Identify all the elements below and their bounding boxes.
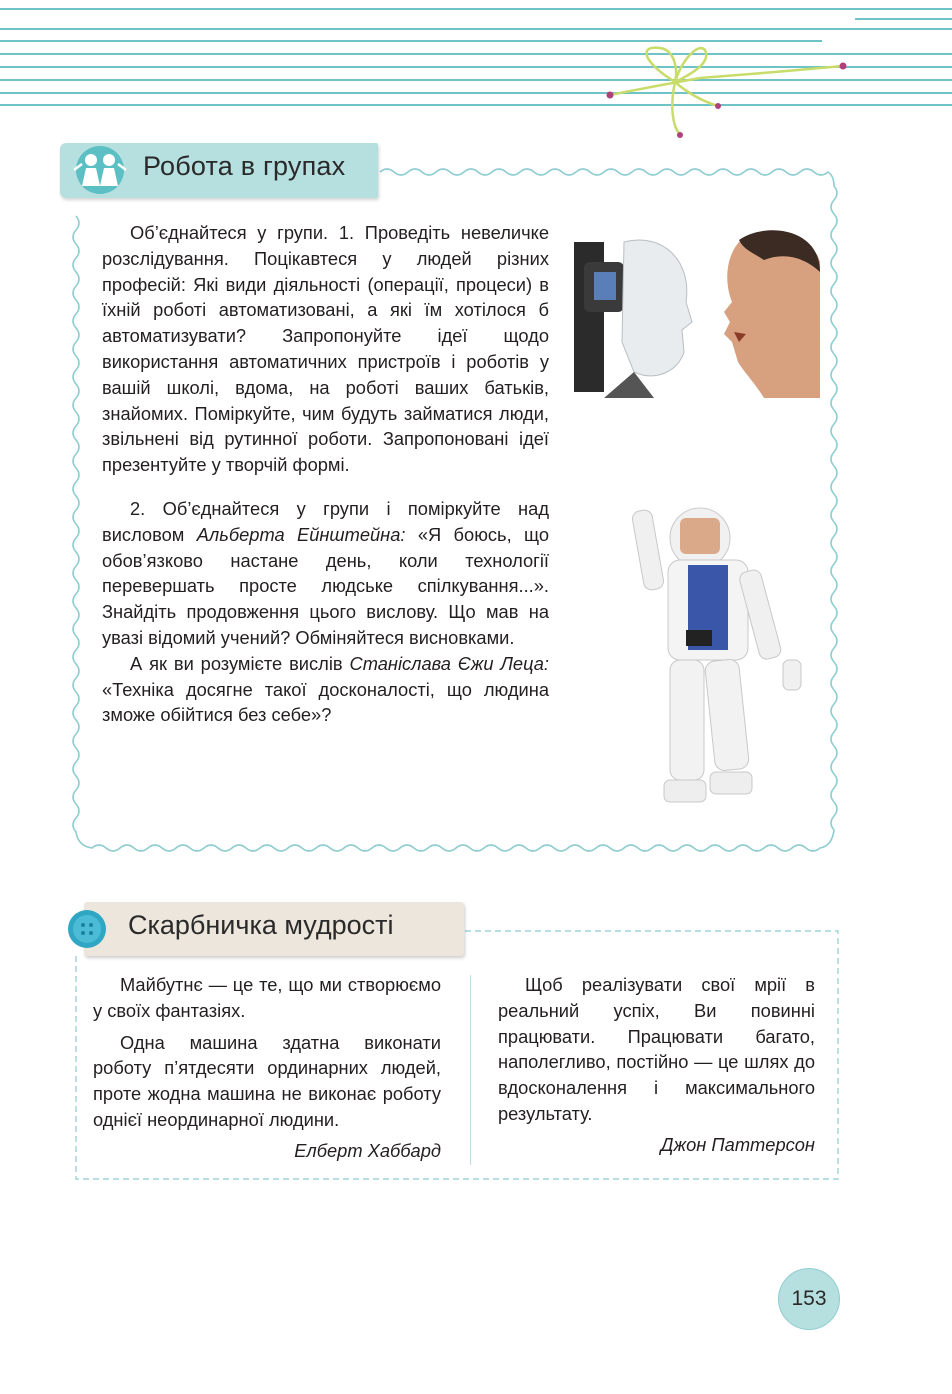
einstein-name: Альберта Ейнштейна: [196, 523, 406, 545]
task1-text [102, 220, 549, 478]
ribbon-bow-decoration [600, 40, 860, 150]
task3-text-a: А як ви розумієте вислів [130, 652, 350, 674]
page-number: 153 [778, 1268, 840, 1330]
task2-paragraph [102, 496, 549, 651]
task3-text-b: «Техніка досягне такої досконалості, що людина зможе обійтися без себе»? [102, 678, 549, 726]
quote-left-p1: Майбутнє — це те, що ми створюємо у своїх фантазіях. [93, 974, 441, 1021]
quote-left [93, 972, 441, 1133]
robot-einstein-photo [598, 490, 810, 815]
task2-text [102, 496, 549, 728]
button-coin-icon [66, 908, 108, 950]
task2-text-b: «Я боюсь, що обов’язково настане день, коли технології перевершать просте людське спілкування...». Знайдіть продовження цього вислову. Що мав на увазі відомий учений? Обміняйтеся висновками. [102, 523, 550, 648]
robot-and-man-photo [574, 222, 820, 398]
quote-left-author: Елберт Хаббард [294, 1140, 441, 1161]
quote-right-p1: Щоб реалізувати свої мрії в реальний успіх, Ви повинні працювати. Працювати багато, наполегливо, постійно — це шлях до вдосконалення і максимального результату. [498, 974, 815, 1124]
quote-left-p2: Одна машина здатна виконати роботу п’ятдесяти ординарних людей, проте жодна машина не виконає роботу однієї неординарної людини. [93, 1031, 441, 1130]
group-work-title: Робота в групах [143, 151, 346, 181]
group-people-icon [64, 140, 136, 200]
task1-paragraph: Об’єднайтеся у групи. 1. Проведіть невеличке розслідування. Поцікавтеся у людей різних професій: Які види діяльності (операції, процеси) в їхній роботі автоматизовані, а які їм хотілося б автоматизувати? Запропонуйте ідеї щодо використання автоматичних пристроїв і роботів у вашій школі, вдома, на роботі ваших батьків, знайомих. Поміркуйте, чим будуть займатися люди, звільнені від рутинної роботи. Запропоновані ідеї презентуйте у творчій формі. [102, 222, 549, 476]
lec-name: Станіслава Єжи Леца: [349, 652, 549, 674]
quote-right-author: Джон Паттерсон [660, 1134, 815, 1155]
wisdom-title: Скарбничка мудрості [128, 910, 394, 940]
task2-text-a: 2. Об’єднайтеся у групи і поміркуйте над висловом [102, 498, 549, 545]
column-divider [470, 975, 471, 1165]
task3-paragraph [102, 651, 549, 728]
quote-right [498, 972, 815, 1127]
